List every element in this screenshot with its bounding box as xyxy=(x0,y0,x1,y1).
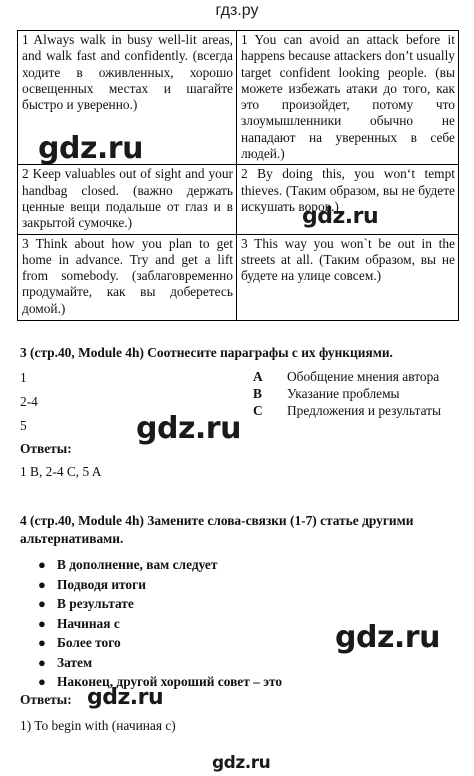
bullet-icon: ● xyxy=(38,615,46,631)
task3-heading: 3 (стр.40, Module 4h) Соотнесите параграфы с их функциями. xyxy=(20,345,393,360)
table-row xyxy=(18,234,459,320)
site-title: гдз.ру xyxy=(215,2,259,19)
list-item: ● Наконец, другой хороший совет – это xyxy=(38,672,282,692)
table-cell: 3 Think about how you plan to get home in advance. Try and get a lift from somebody. (заблаговременно продумайте, как вы доберетесь домой.) xyxy=(18,234,237,320)
paragraph-number: 1 xyxy=(20,370,27,385)
paragraph-number: 2-4 xyxy=(20,394,38,409)
function-label: Обобщение мнения автора xyxy=(287,369,440,384)
function-letter: C xyxy=(253,403,263,418)
bullet-icon: ● xyxy=(38,635,46,650)
table-cell: 1 You can avoid an attack before it happens because attackers don’t usually target confident looking people. (вы можете избежать атаки до того, как это произойдет, потому что злоумышленники обычно не нападают на уверенных в себе людей.) xyxy=(237,31,459,165)
linker-list xyxy=(38,555,282,692)
list-item: ● Более того xyxy=(38,633,282,653)
bullet-icon: ● xyxy=(38,674,46,689)
tips-table xyxy=(17,30,459,321)
watermark: gdz.ru xyxy=(136,411,241,446)
list-item: ● Затем xyxy=(38,653,282,673)
bullet-icon: ● xyxy=(38,596,46,611)
answer-item: 1) To begin with (начиная с) xyxy=(20,718,176,733)
watermark: gdz.ru xyxy=(302,204,379,229)
table-cell: 3 This way you won`t be out in the streets at all. (Таким образом, вы не будете на улице совсем.) xyxy=(237,234,459,320)
function-letter: B xyxy=(253,386,262,401)
watermark: gdz.ru xyxy=(212,753,271,773)
table-row xyxy=(18,165,459,234)
task4-heading-line1: 4 (стр.40, Module 4h) Замените слова-связки (1-7) статье другими xyxy=(20,513,414,528)
table-cell: 2 By doing this, you won‘t tempt thieves. (Таким образом, вы не будете искушать воров.) xyxy=(237,165,459,234)
table-cell: 2 Keep valuables out of sight and your handbag closed. (важно держать ценные вещи подальше от глаз и в закрытой сумочке.) xyxy=(18,165,237,234)
list-item: ● Подводя итоги xyxy=(38,575,282,595)
watermark: gdz.ru xyxy=(38,131,143,166)
function-label: Указание проблемы xyxy=(287,386,400,401)
bullet-icon: ● xyxy=(38,654,46,670)
function-label: Предложения и результаты xyxy=(287,403,442,418)
bullet-icon: ● xyxy=(38,576,46,592)
list-item: ● В результате xyxy=(38,594,282,614)
answers-label: Ответы: xyxy=(20,692,72,707)
task4-heading-line2: альтернативами. xyxy=(20,531,124,546)
paragraph-number: 5 xyxy=(20,418,27,433)
function-letter: A xyxy=(253,369,263,384)
answers-label: Ответы: xyxy=(20,441,72,456)
list-item: ● В дополнение, вам следует xyxy=(38,555,282,575)
answers-text: 1 B, 2-4 C, 5 A xyxy=(20,464,102,479)
list-item: ● Начиная с xyxy=(38,614,282,634)
watermark: gdz.ru xyxy=(87,685,164,710)
table-cell: 1 Always walk in busy well-lit areas, and walk fast and confidently. (всегда ходите в оживленных, хорошо освещенных местах и шагайте быстро и уверенно.) xyxy=(18,31,237,165)
watermark: gdz.ru xyxy=(335,620,440,655)
bullet-icon: ● xyxy=(38,557,46,572)
